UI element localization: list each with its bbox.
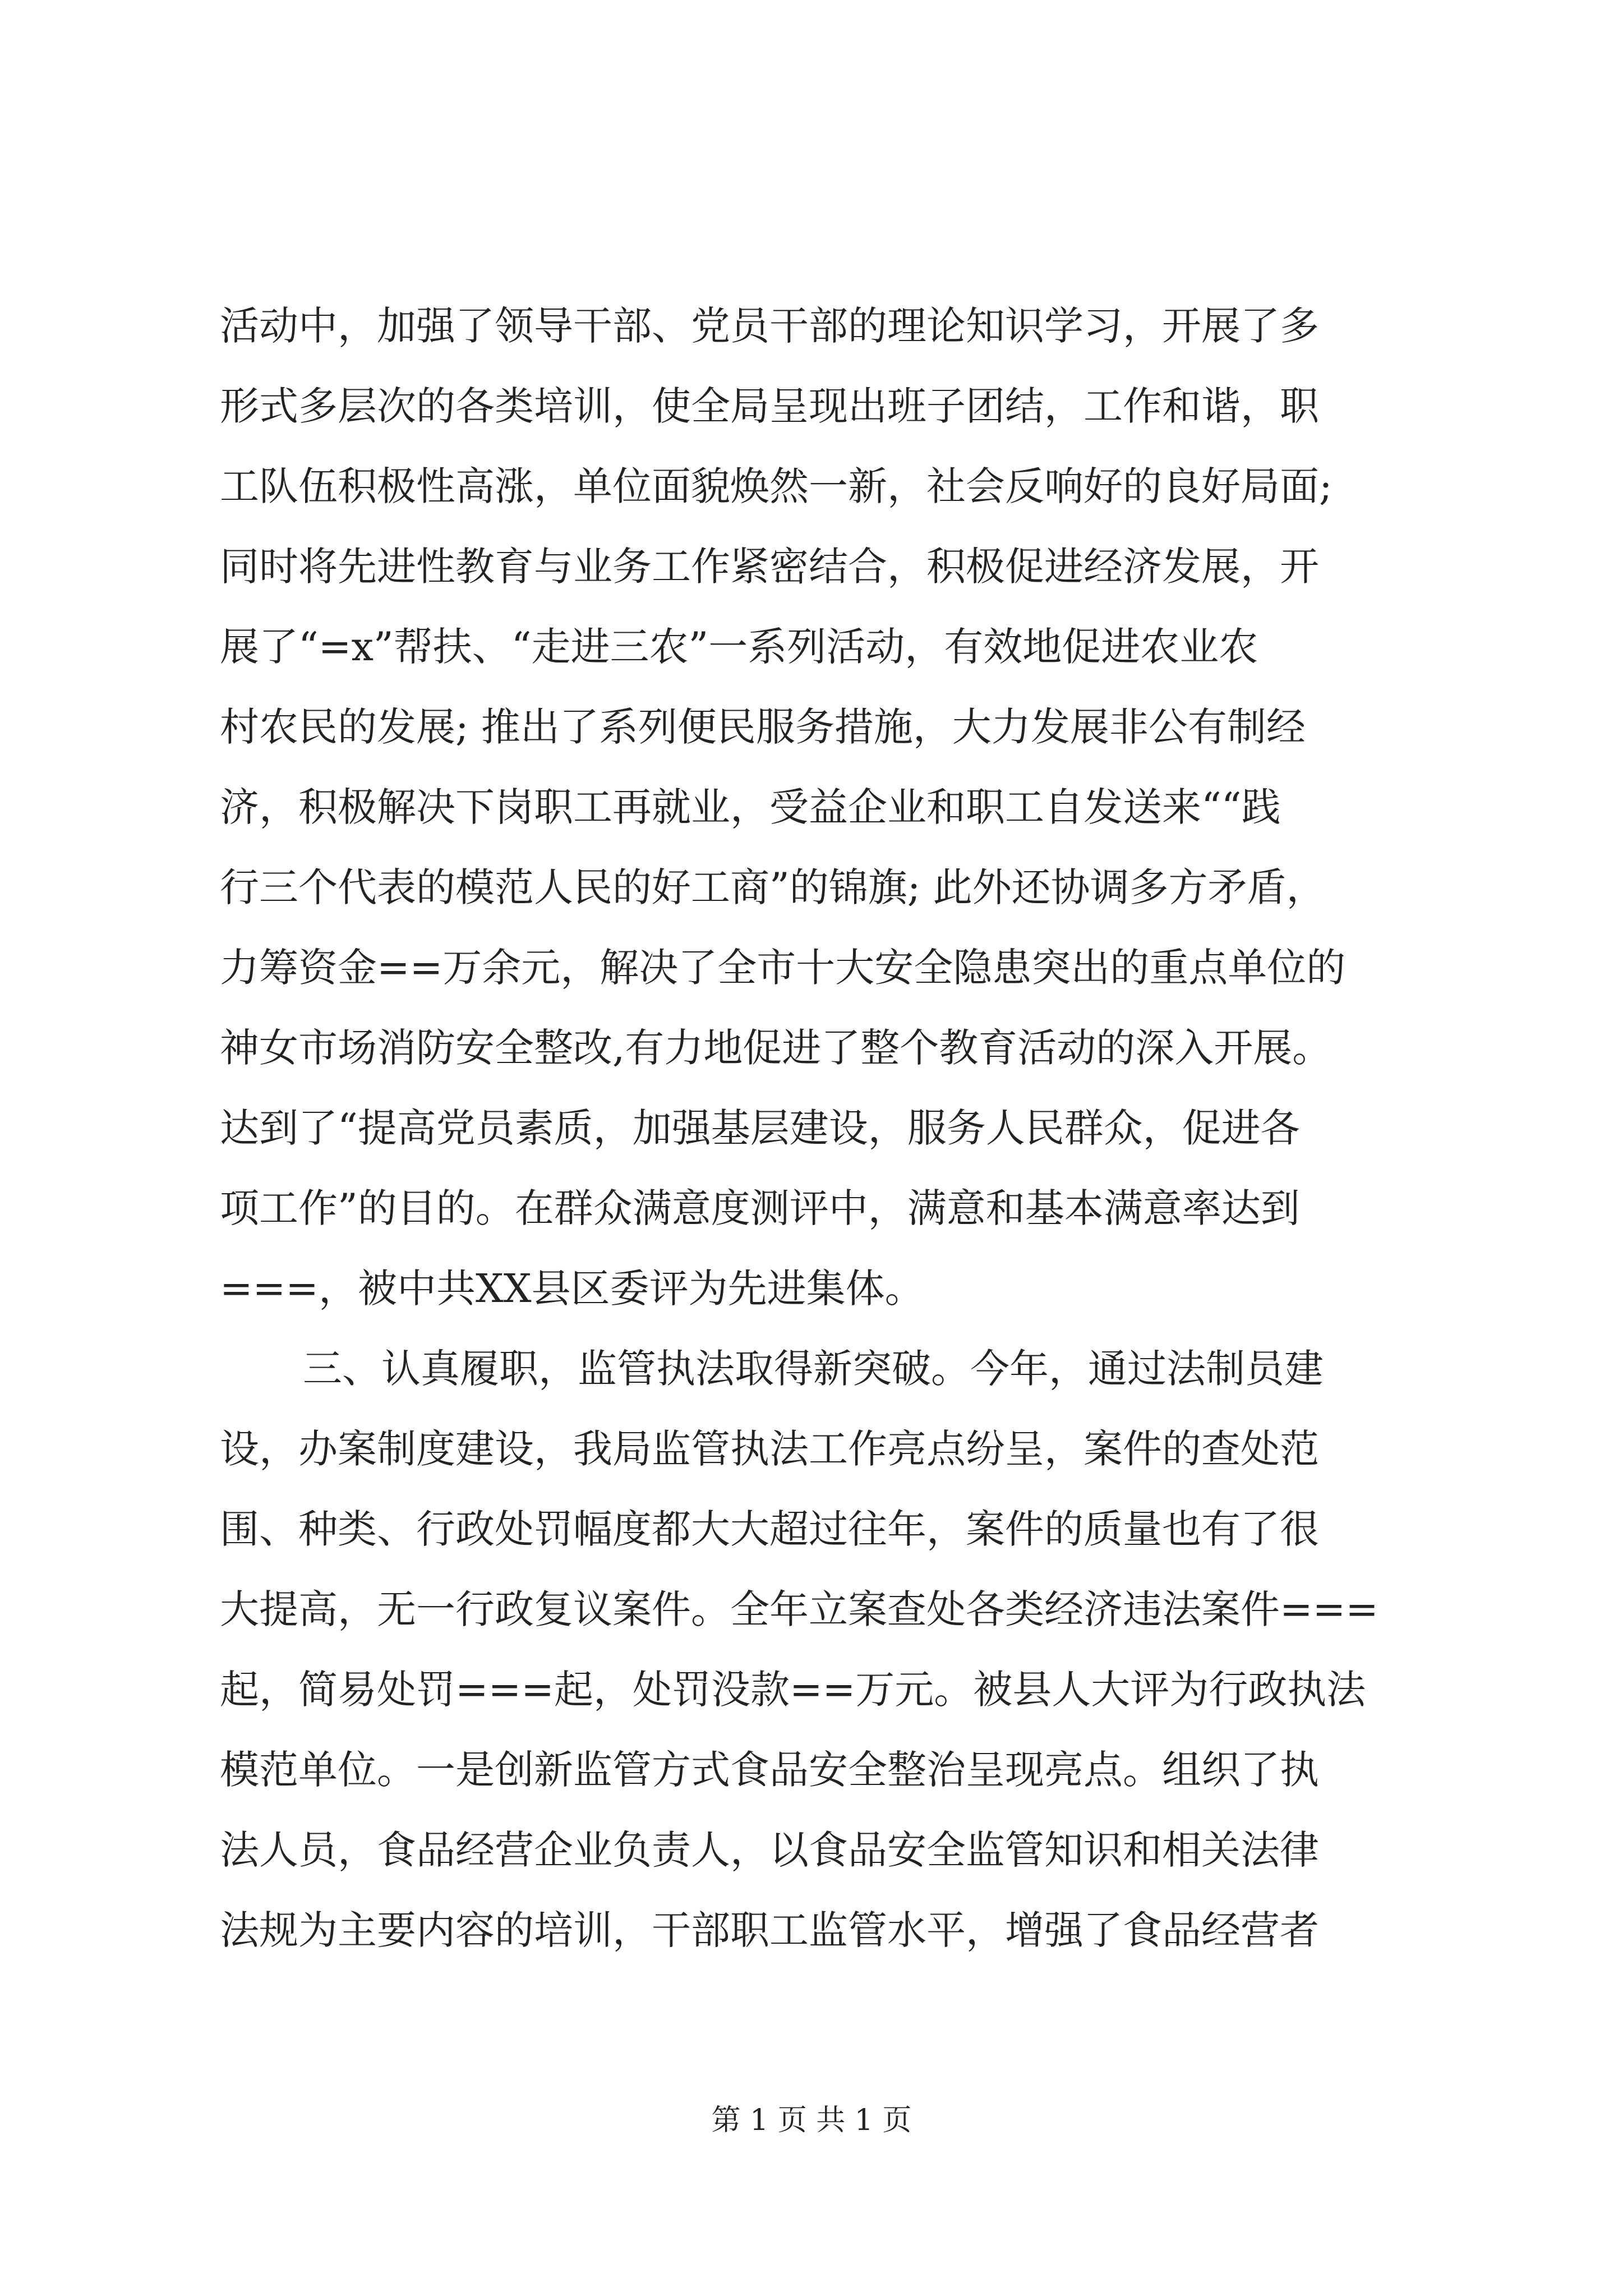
text-line: 形式多层次的各类培训，使全局呈现出班子团结，工作和谐，职 <box>220 383 1319 429</box>
text-line: 法规为主要内容的培训，干部职工监管水平，增强了食品经营者 <box>220 1907 1319 1953</box>
text-line: 工队伍积极性高涨，单位面貌焕然一新，社会反响好的良好局面; <box>220 463 1332 509</box>
text-line: 起，简易处罚===起，处罚没款==万元。被县人大评为行政执法 <box>220 1667 1366 1713</box>
text-line: ===，被中共XX县区委评为先进集体。 <box>220 1266 924 1312</box>
text-line: 围、种类、行政处罚幅度都大大超过往年，案件的质量也有了很 <box>220 1506 1319 1552</box>
text-line: 神女市场消防安全整改,有力地促进了整个教育活动的深入开展。 <box>220 1025 1332 1071</box>
text-line: 大提高，无一行政复议案件。全年立案查处各类经济违法案件=== <box>220 1586 1378 1632</box>
document-body <box>220 286 1426 1971</box>
page-number-footer: 第 1 页 共 1 页 <box>711 2104 912 2137</box>
text-line: 活动中，加强了领导干部、党员干部的理论知识学习，开展了多 <box>220 303 1319 349</box>
text-line: 济，积极解决下岗职工再就业，受益企业和职工自发送来““践 <box>220 784 1281 830</box>
text-line: 展了“=x”帮扶、“走进三农”一系列活动，有效地促进农业农 <box>220 624 1258 670</box>
paragraph-start-line: 三、认真履职，监管执法取得新突破。今年，通过法制员建 <box>303 1346 1324 1392</box>
text-line: 村农民的发展; 推出了系列便民服务措施，大力发展非公有制经 <box>220 704 1306 750</box>
text-line: 项工作”的目的。在群众满意度测评中，满意和基本满意率达到 <box>220 1185 1300 1231</box>
text-line: 模范单位。一是创新监管方式食品安全整治呈现亮点。组织了执 <box>220 1747 1319 1793</box>
text-line: 行三个代表的模范人民的好工商”的锦旗; 此外还协调多方矛盾， <box>220 864 1326 910</box>
text-line: 同时将先进性教育与业务工作紧密结合，积极促进经济发展，开 <box>220 544 1319 590</box>
text-line: 力筹资金==万余元，解决了全市十大安全隐患突出的重点单位的 <box>220 945 1346 991</box>
text-line: 设，办案制度建设，我局监管执法工作亮点纷呈，案件的查处范 <box>220 1426 1319 1472</box>
text-line: 法人员，食品经营企业负责人，以食品安全监管知识和相关法律 <box>220 1827 1319 1873</box>
text-line: 达到了“提高党员素质，加强基层建设，服务人民群众，促进各 <box>220 1105 1300 1151</box>
